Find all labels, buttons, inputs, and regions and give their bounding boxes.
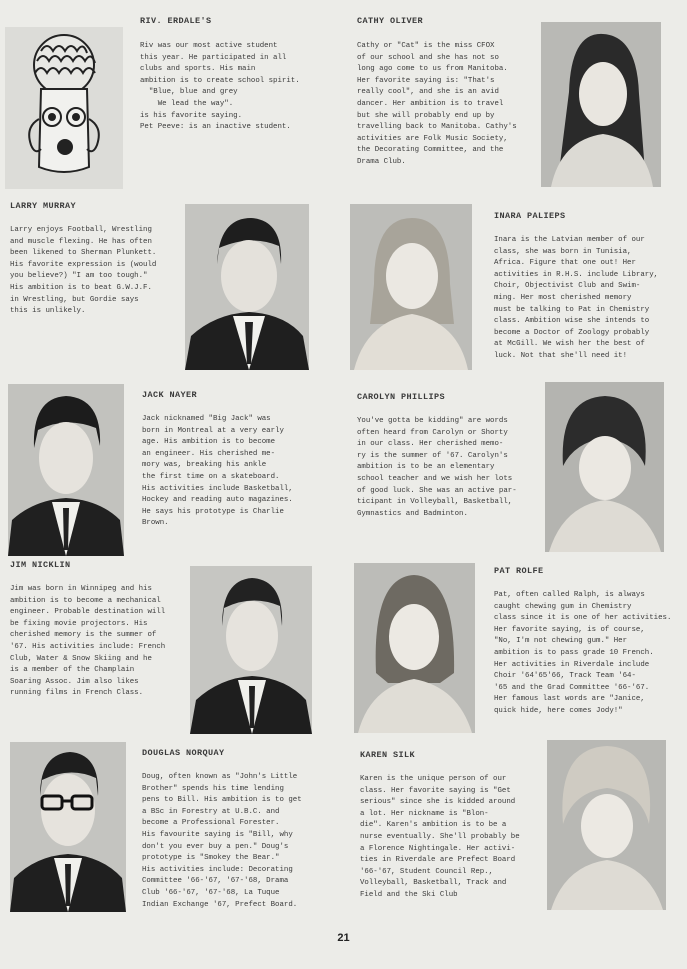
student-photo-inara-palieps [350,204,472,370]
student-bio-jim-nicklin: Jim was born in Winnipeg and his ambition is to become a mechanical engineer. Probable destination will be fixing movie projectors. His cherished memory is the summer of '67. His activities include: French Club, Water & Snow Skiing and he is a member of the Champlain Soaring Assoc. Jim also likes running films in French Class. [10,585,166,698]
page-number: 21 [337,932,350,944]
student-photo-cathy-oliver [541,22,661,187]
student-name-inara-palieps: INARA PALIEPS [494,211,566,221]
student-bio-douglas-norquay: Doug, often known as "John's Little Brother" spends his time lending pens to Bill. His ambition is to get a BSc in Forestry at U.B.C. and become a Professional Forester. His favourite saying is "Bill, why don't you ever buy a pen." Doug's prototype is "Smokey the Bear." His activities include: Decorating Committee '66-'67, '67-'68, Drama Club '66-'67, '67-'68, La Tuque Indian Exchange '67, Prefect Board. [142,773,302,909]
student-name-riv-erdales: RIV. ERDALE'S [140,16,212,26]
student-photo-jack-nayer [8,384,124,556]
student-bio-larry-murray: Larry enjoys Football, Wrestling and muscle flexing. He has often been likened to Sherman Plunkett. His favorite expression is (would you believe?) "I am too tough." His ambition is to beat G.W.J.F. in Wrestling, but Gordie says this is unlikely. [10,226,157,316]
student-name-pat-rolfe: PAT ROLFE [494,566,544,576]
student-name-carolyn-phillips: CAROLYN PHILLIPS [357,392,446,402]
student-name-jim-nicklin: JIM NICKLIN [10,560,71,570]
student-bio-pat-rolfe: Pat, often called Ralph, is always caught chewing gum in Chemistry class since it is one of her activities. Her favorite saying, is of course, "No, I'm not chewing gum." Her ambition is to pass grade 10 French. Her activities in Riverdale include Choir '64'65'66, Track Team '64- '65 and the Grad Committee '66-'67. Her famous last words are "Janice, quick hide, here comes Jody!" [494,591,672,715]
student-photo-jim-nicklin [190,566,312,734]
student-bio-carolyn-phillips: You've gotta be kidding" are words often heard from Carolyn or Shorty in our class. Her cherished memo- ry is the summer of '67. Carolyn's ambition is to be an elementary school teacher and we wish her lots of good luck. She was an active par- ticipant in Volleyball, Basketball, Gymnastics and Badminton. [357,417,517,518]
student-name-cathy-oliver: CATHY OLIVER [357,16,424,26]
student-photo-karen-silk [547,740,666,910]
student-name-larry-murray: LARRY MURRAY [10,201,77,211]
student-bio-cathy-oliver: Cathy or "Cat" is the miss CFOX of our school and she has not so long ago come to us from Manitoba. Her favorite saying is: "That's really cool", and she is an avid dancer. Her ambition is to travel but she will probably end up by travelling back to Manitoba. Cathy's activities are Folk Music Society, the Decorating Committee, and the Drama Club. [357,42,517,166]
student-photo-pat-rolfe [354,563,475,733]
student-name-jack-nayer: JACK NAYER [142,390,198,400]
mascot-illustration [5,27,123,189]
student-bio-karen-silk: Karen is the unique person of our class. Her favorite saying is "Get serious" since she is kidded around a lot. Her nickname is "Blon- die". Karen's ambition is to be a nurse eventually. She'll probably be a Florence Nightingale. Her activi- ties in Riverdale are Prefect Board '66-'67, Student Council Rep., Volleyball, Basketball, Track and Field and the Ski Club [360,775,520,899]
student-photo-douglas-norquay [10,742,126,912]
student-photo-larry-murray [185,204,309,370]
student-name-douglas-norquay: DOUGLAS NORQUAY [142,748,225,758]
student-bio-jack-nayer: Jack nicknamed "Big Jack" was born in Montreal at a very early age. His ambition is to become an engineer. His cherished me- mory was, breaking his ankle the first time on a skateboard. His activities include Basketball, Hockey and reading auto magazines. He says his prototype is Charlie Brown. [142,415,293,528]
student-bio-inara-palieps: Inara is the Latvian member of our class, she was born in Tunisia, Africa. Figure that one out! Her activities in R.H.S. include Library, Choir, Objectivist Club and Swim- ming. Her most cherished memory must be talking to Pat in Chemistry class. Ambition wise she intends to become a Doctor of Zoology probably at McGill. We wish her the best of luck. Not that she'll need it! [494,236,659,360]
student-bio-riv-erdales: Riv was our most active student this year. He participated in all clubs and sports. His main ambition is to create school spirit. "Blue, blue and grey We lead the way". is his favorite saying. Pet Peeve: is an inactive student. [140,42,300,132]
student-photo-carolyn-phillips [545,382,664,552]
student-name-karen-silk: KAREN SILK [360,750,416,760]
